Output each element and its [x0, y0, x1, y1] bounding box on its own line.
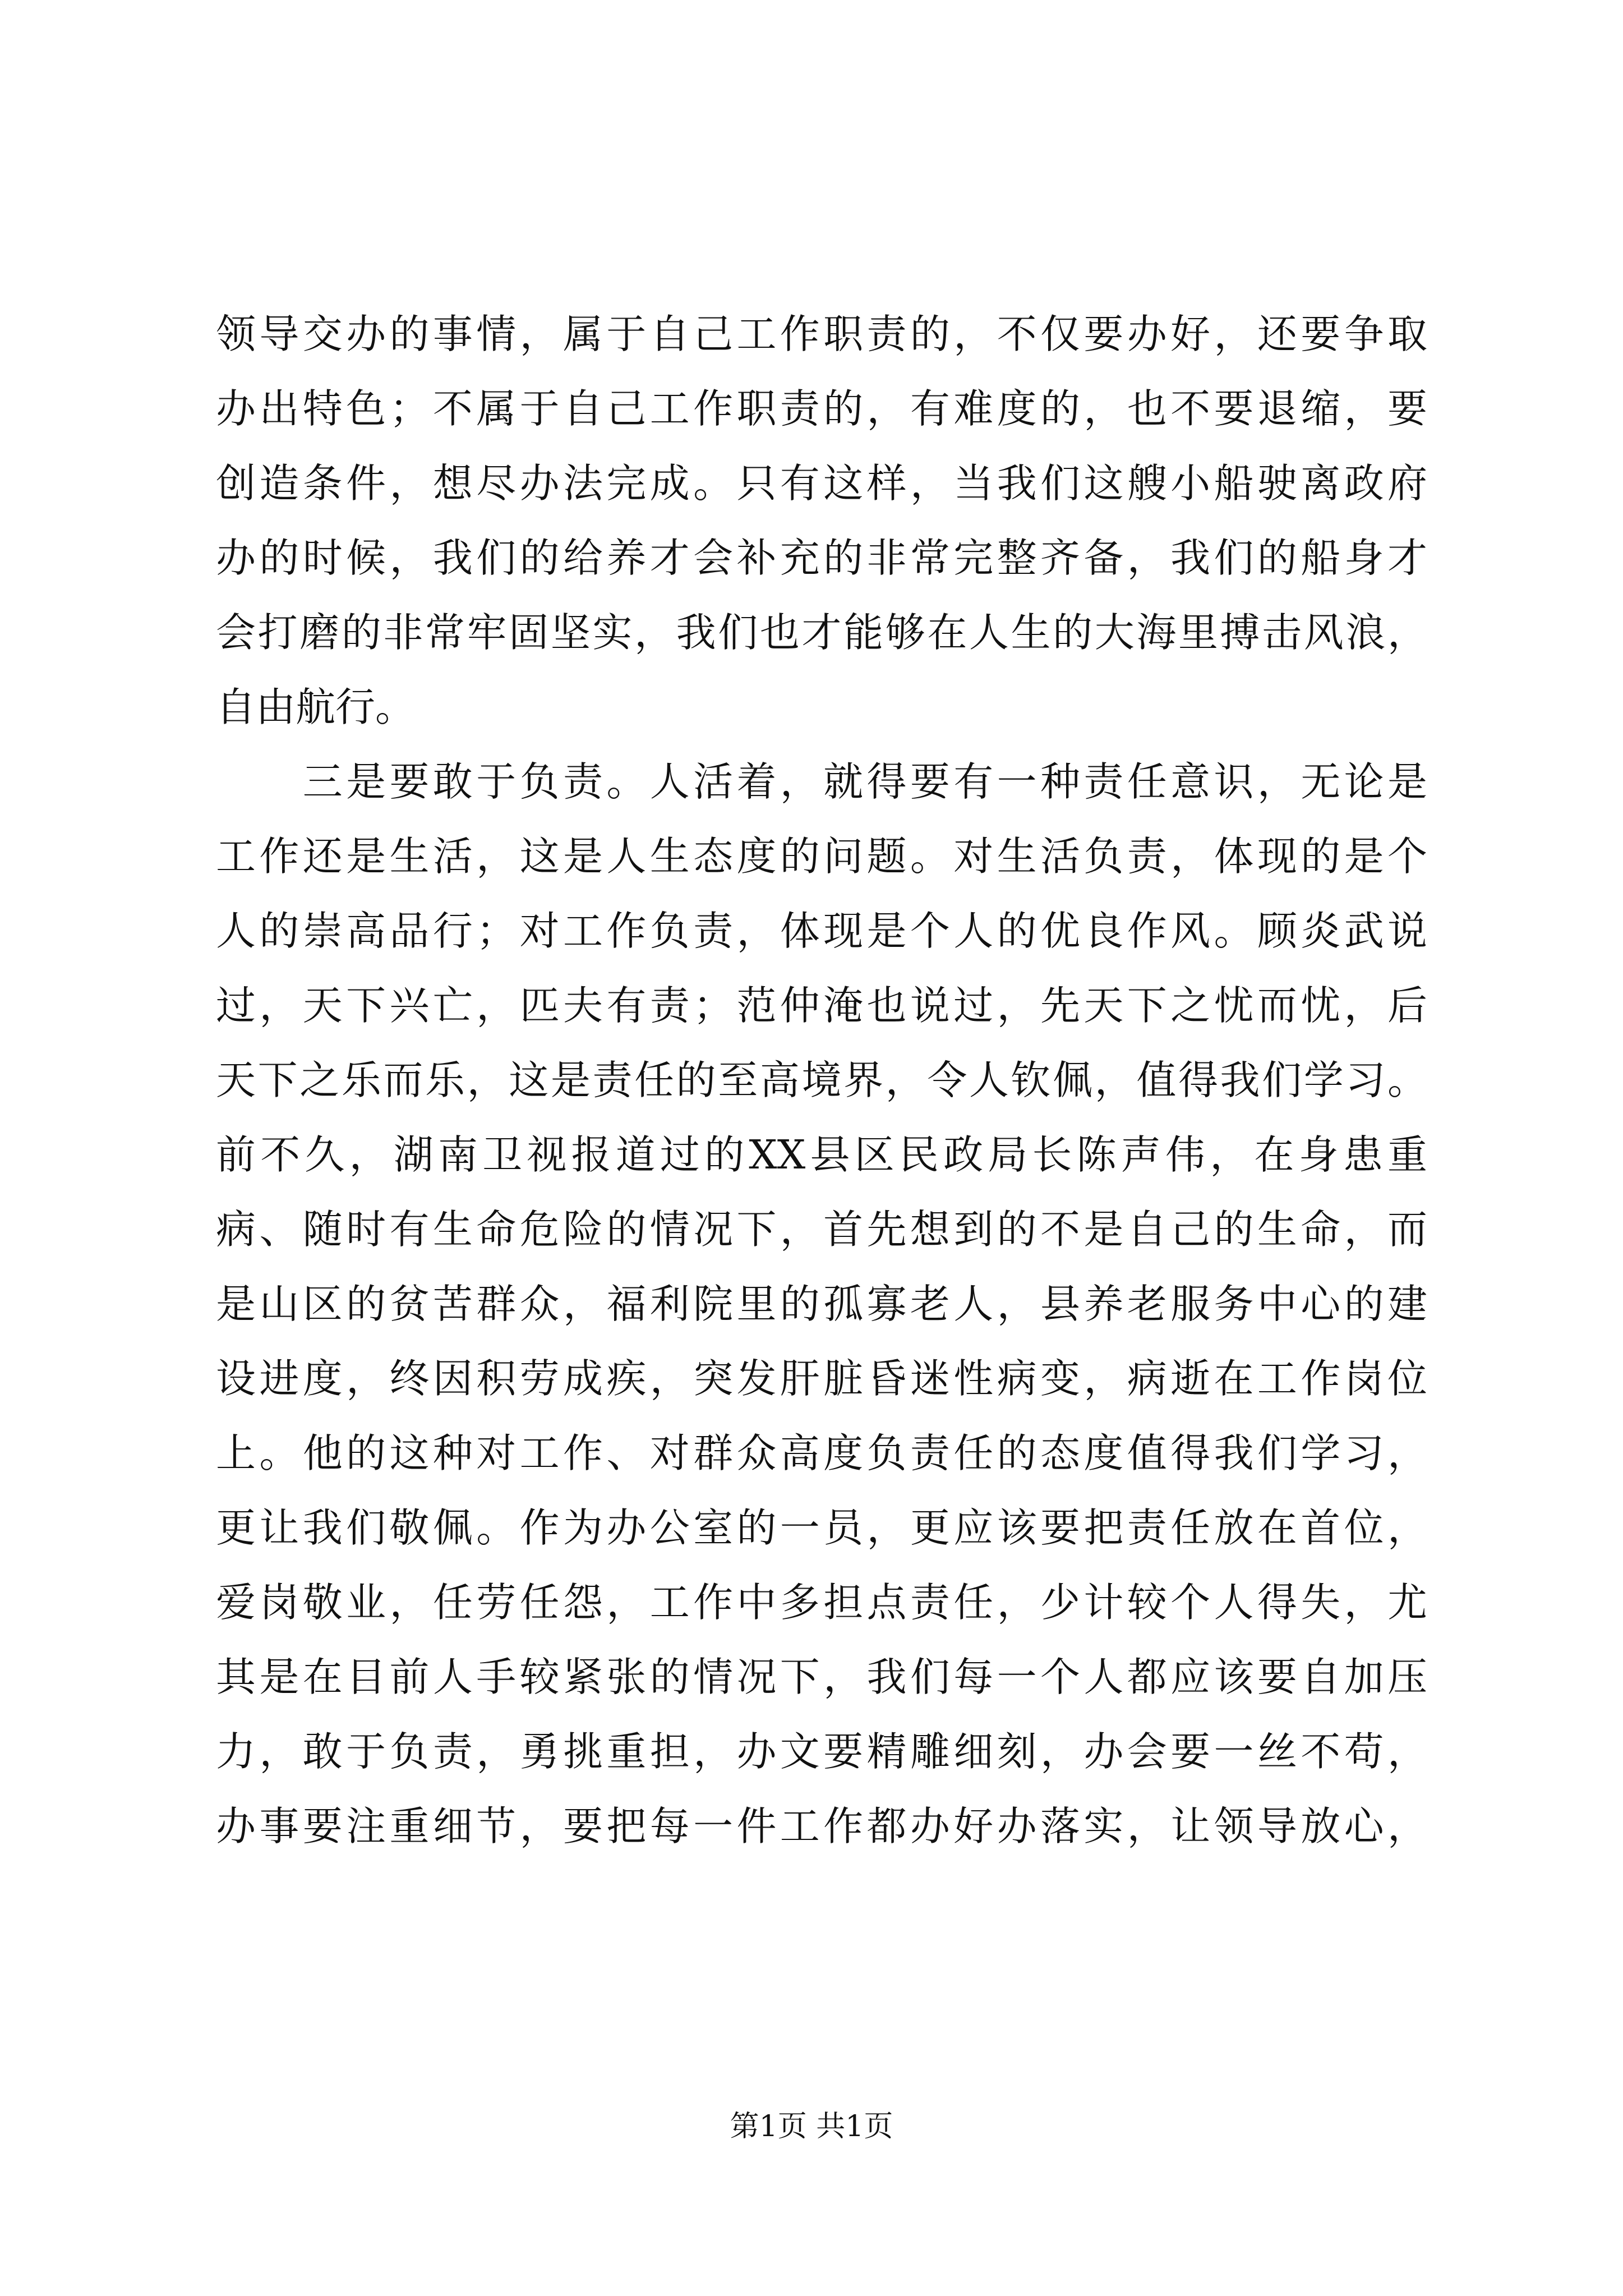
text-line: 前不久，湖南卫视报道过的XX县区民政局长陈声伟，在身患重 [216, 1131, 1427, 1178]
text-line: 办事要注重细节，要把每一件工作都办好办落实，让领导放心， [216, 1803, 1427, 1849]
text-line: 三是要敢于负责。人活着，就得要有一种责任意识，无论是 [216, 758, 1427, 805]
text-line: 更让我们敬佩。作为办公室的一员，更应该要把责任放在首位， [216, 1504, 1427, 1551]
text-line: 其是在目前人手较紧张的情况下，我们每一个人都应该要自加压 [216, 1654, 1427, 1700]
text-line: 人的崇高品行；对工作负责，体现是个人的优良作风。顾炎武说 [216, 908, 1427, 954]
text-line: 领导交办的事情，属于自己工作职责的，不仅要办好，还要争取 [216, 311, 1427, 357]
text-line: 设进度，终因积劳成疾，突发肝脏昏迷性病变，病逝在工作岗位 [216, 1355, 1427, 1402]
text-line: 是山区的贫苦群众，福利院里的孤寡老人，县养老服务中心的建 [216, 1281, 1427, 1327]
text-line: 自由航行。 [216, 684, 416, 730]
document-body [216, 297, 1427, 1864]
text-line: 天下之乐而乐，这是责任的至高境界，令人钦佩，值得我们学习。 [216, 1057, 1427, 1103]
text-line: 病、随时有生命危险的情况下，首先想到的不是自己的生命，而 [216, 1206, 1427, 1253]
text-line: 力，敢于负责，勇挑重担，办文要精雕细刻，办会要一丝不苟， [216, 1728, 1427, 1775]
text-line: 过，天下兴亡，匹夫有责；范仲淹也说过，先天下之忧而忧，后 [216, 982, 1427, 1029]
text-line: 工作还是生活，这是人生态度的问题。对生活负责，体现的是个 [216, 833, 1427, 880]
text-line: 上。他的这种对工作、对群众高度负责任的态度值得我们学习， [216, 1430, 1427, 1476]
text-line: 创造条件，想尽办法完成。只有这样，当我们这艘小船驶离政府 [216, 460, 1427, 507]
text-line: 爱岗敬业，任劳任怨，工作中多担点责任，少计较个人得失，尤 [216, 1579, 1427, 1626]
text-line: 办的时候，我们的给养才会补充的非常完整齐备，我们的船身才 [216, 535, 1427, 581]
page-footer: 第1页 共1页 [730, 2110, 893, 2143]
text-line: 办出特色；不属于自己工作职责的，有难度的，也不要退缩，要 [216, 385, 1427, 432]
text-line: 会打磨的非常牢固坚实，我们也才能够在人生的大海里搏击风浪， [216, 609, 1427, 656]
